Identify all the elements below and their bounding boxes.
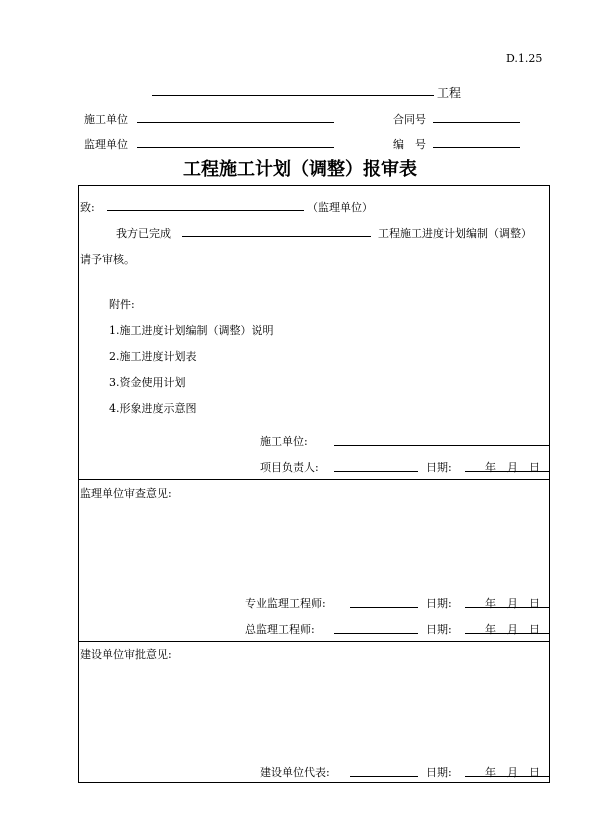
specialist-engineer-field[interactable] (350, 607, 418, 608)
project-name-line[interactable] (152, 95, 434, 96)
supervision-unit-field[interactable] (137, 147, 334, 148)
form-title: 工程施工计划（调整）报审表 (183, 159, 417, 180)
section-divider-2 (78, 641, 550, 642)
project-suffix: 工程 (437, 86, 462, 100)
attachment-item: 1.施工进度计划编制（调整）说明 (109, 324, 274, 337)
completed-prefix: 我方已完成 (116, 227, 171, 240)
please-review-text: 请予审核。 (80, 253, 135, 266)
date-label: 日期: (426, 766, 452, 779)
to-field[interactable] (107, 210, 304, 211)
form-frame (78, 185, 550, 783)
serial-no-label: 编 号 (393, 138, 426, 151)
completed-suffix: 工程施工进度计划编制（调整） (378, 227, 532, 240)
date-label: 日期: (426, 461, 452, 474)
attachment-item: 4.形象进度示意图 (109, 402, 197, 415)
date-label: 日期: (426, 623, 452, 636)
attachment-item: 3.资金使用计划 (109, 376, 186, 389)
construction-unit-sign-field[interactable] (334, 445, 550, 446)
to-label: 致: (80, 201, 95, 214)
section-divider-1 (78, 479, 550, 480)
chief-engineer-field[interactable] (334, 633, 418, 634)
document-code: D.1.25 (506, 52, 543, 65)
project-manager-label: 项目负责人: (260, 461, 319, 474)
project-manager-field[interactable] (334, 471, 418, 472)
date-ymd: 年 月 日 (485, 597, 540, 610)
owner-approval-heading: 建设单位审批意见: (80, 648, 172, 661)
date-ymd: 年 月 日 (485, 623, 540, 636)
construction-unit-sign-label: 施工单位: (260, 435, 308, 448)
attachment-item: 2.施工进度计划表 (109, 350, 197, 363)
specialist-engineer-label: 专业监理工程师: (245, 597, 326, 610)
serial-no-field[interactable] (433, 147, 520, 148)
date-ymd: 年 月 日 (485, 766, 540, 779)
supervision-unit-paren: （监理单位） (307, 201, 373, 214)
supervision-review-heading: 监理单位审查意见: (80, 487, 172, 500)
date-label: 日期: (426, 597, 452, 610)
chief-engineer-label: 总监理工程师: (245, 623, 315, 636)
completed-project-field[interactable] (182, 236, 371, 237)
attachments-label: 附件: (109, 298, 135, 311)
contract-no-label: 合同号 (393, 113, 426, 126)
owner-rep-label: 建设单位代表: (260, 766, 330, 779)
date-ymd: 年 月 日 (485, 461, 540, 474)
supervision-unit-label: 监理单位 (84, 138, 128, 151)
construction-unit-field[interactable] (137, 122, 334, 123)
owner-rep-field[interactable] (350, 776, 418, 777)
contract-no-field[interactable] (433, 122, 520, 123)
construction-unit-label: 施工单位 (84, 113, 128, 126)
